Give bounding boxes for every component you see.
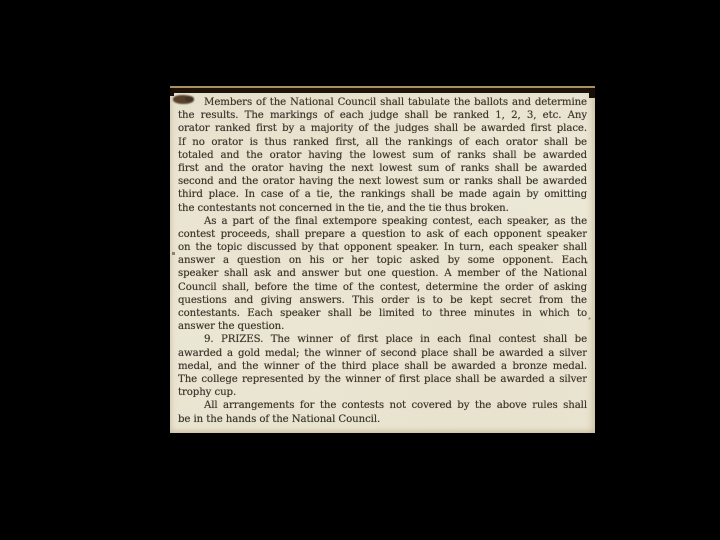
text-line: The college represented by the winner of first place shall be awarded a silver [178, 373, 587, 385]
text-line: contest proceeds, shall prepare a question to ask of each opponent speaker [178, 228, 587, 240]
text-line: third place. In case of a tie, the rankings shall be made again by omitting [178, 189, 587, 201]
paper-specks [170, 86, 171, 87]
text-line: trophy cup. [178, 387, 237, 399]
text-line: be in the hands of the National Council. [178, 413, 381, 425]
text-line: awarded a gold medal; the winner of second place shall be awarded a silver [178, 347, 587, 359]
text-line: contestants. Each speaker shall be limited to three minutes in which to [178, 308, 587, 319]
text-line: Members of the National Council shall tabulate the ballots and determine [204, 97, 587, 108]
text-line: on the topic discussed by that opponent speaker. In turn, each speaker shall [178, 242, 587, 254]
text-line: answer a question on his or her topic asked by some opponent. Each [178, 255, 587, 267]
text-line: If no orator is thus ranked first, all the rankings of each orator shall be [178, 136, 587, 148]
text-line: speaker shall ask and answer but one question. A member of the National [178, 268, 587, 280]
text-line: Council shall, before the time of the contest, determine the order of asking [178, 281, 587, 293]
text-line: the contestants not concerned in the tie, and the tie thus broken. [178, 202, 509, 214]
text-line: 9. PRIZES. The winner of first place in each final contest shall be [204, 334, 587, 346]
text-line: first and the orator having the next lowest sum of ranks shall be awarded [178, 162, 587, 174]
text-line: second and the orator having the next lowest sum or ranks shall be awarded [178, 176, 587, 188]
scan-edge-bar [170, 88, 595, 93]
text-line: As a part of the final extempore speaking contest, each speaker, as the [204, 215, 587, 227]
text-line: orator ranked first by a majority of the judges shall be awarded first place. [178, 123, 587, 135]
text-line: questions and giving answers. This order is to be kept secret from the [178, 294, 587, 306]
scanned-page [170, 86, 595, 433]
text-line: All arrangements for the contests not covered by the above rules shall [204, 400, 587, 412]
page-text [178, 96, 587, 426]
text-line: the results. The markings of each judge shall be ranked 1, 2, 3, etc. Any [178, 110, 587, 122]
text-line: answer the question. [178, 321, 285, 333]
text-line: totaled and the orator having the lowest sum of ranks shall be awarded [178, 149, 587, 161]
text-line: medal, and the winner of the third place shall be awarded a bronze medal. [178, 360, 587, 372]
